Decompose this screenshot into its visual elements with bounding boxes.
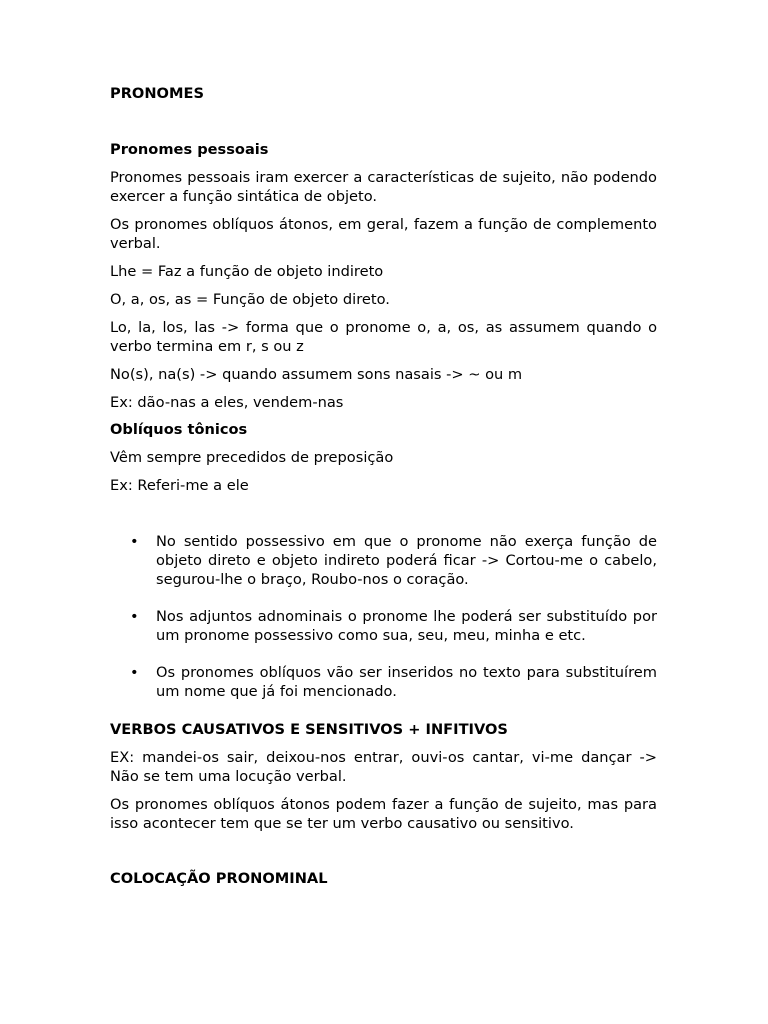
list-item: [110, 532, 657, 589]
bullet-icon: •: [130, 664, 139, 681]
paragraph: Os pronomes oblíquos átonos podem fazer a função de sujeito, mas para isso acontecer tem que se ter um verbo causativo ou sensitivo.: [110, 796, 657, 832]
list-item: [110, 607, 657, 645]
bullet-list: [110, 532, 657, 701]
bullet-icon: •: [130, 533, 139, 550]
list-item-text: Os pronomes oblíquos vão ser inseridos no texto para substituírem um nome que já foi mencionado.: [156, 664, 657, 700]
heading-pronomes-pessoais: Pronomes pessoais: [110, 141, 269, 158]
heading-verbos-causativos: VERBOS CAUSATIVOS E SENSITIVOS + INFITIVOS: [110, 721, 508, 738]
paragraph: Lo, la, los, las -> forma que o pronome o, a, os, as assumem quando o verbo termina em r, s ou z: [110, 319, 657, 355]
paragraph: Vêm sempre precedidos de preposição: [110, 449, 394, 466]
paragraph: No(s), na(s) -> quando assumem sons nasais -> ~ ou m: [110, 366, 523, 383]
document-title: PRONOMES: [110, 85, 204, 102]
heading-colocacao-pronominal: COLOCAÇÃO PRONOMINAL: [110, 870, 328, 887]
bullet-icon: •: [130, 608, 139, 625]
paragraph: Lhe = Faz a função de objeto indireto: [110, 263, 384, 280]
paragraph: Ex: Referi-me a ele: [110, 477, 249, 494]
paragraph: Os pronomes oblíquos átonos, em geral, fazem a função de complemento verbal.: [110, 216, 657, 252]
heading-obliquos-tonicos: Oblíquos tônicos: [110, 421, 248, 438]
list-item: [110, 663, 657, 701]
list-item-text: No sentido possessivo em que o pronome não exerça função de objeto direto e objeto indireto poderá ficar -> Cortou-me o cabelo, segurou-lhe o braço, Roubo-nos o coração.: [156, 533, 657, 588]
list-item-text: Nos adjuntos adnominais o pronome lhe poderá ser substituído por um pronome possessivo como sua, seu, meu, minha e etc.: [156, 608, 657, 644]
paragraph: Ex: dão-nas a eles, vendem-nas: [110, 394, 344, 411]
paragraph: EX: mandei-os sair, deixou-nos entrar, ouvi-os cantar, vi-me dançar -> Não se tem uma locução verbal.: [110, 749, 657, 785]
paragraph: Pronomes pessoais iram exercer a características de sujeito, não podendo exercer a função sintática de objeto.: [110, 169, 657, 205]
document-page: [110, 84, 657, 897]
paragraph: O, a, os, as = Função de objeto direto.: [110, 291, 390, 308]
